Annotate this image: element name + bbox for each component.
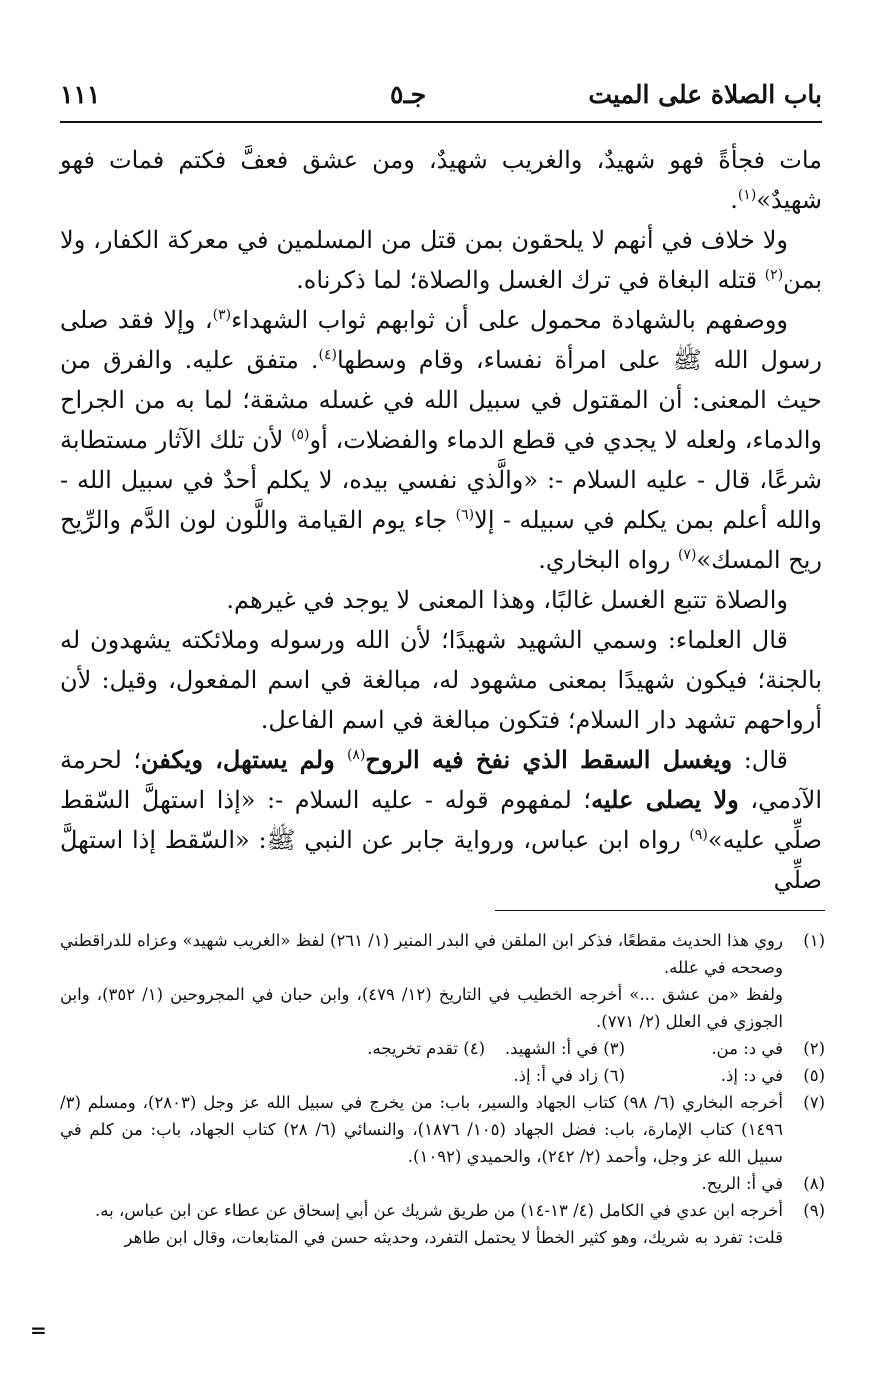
running-header — [60, 76, 822, 116]
matn-text: ولا يصلى عليه — [591, 785, 739, 814]
footnote-ref: (٣) — [212, 307, 232, 323]
footnote-row: (٢) في د: من. (٣) في أ: الشهيد. (٤) تقدم تخريجه. — [367, 1039, 825, 1058]
continuation-mark: = — [30, 1318, 47, 1342]
footnote-ref: (٧) — [677, 547, 697, 563]
footnote-ref: (٤) — [318, 347, 337, 363]
footnote: (٧) أخرجه البخاري (٦/ ٩٨) كتاب الجهاد والسير، باب: من يخرج في سبيل الله عز وجل (٢٨٠٣)، ومسلم (٣/ ١٤٩٦) كتاب الإمارة، باب: فضل الجهاد (١٠٥/ ١٨٧٦)، والنسائي (٦/ ٢٨) كتاب الجهاد، باب: من كلم في سبيل الله عز وجل، وأحمد (٢/ ٢٤٢)، والحميدي (١٠٩٢). — [60, 1093, 825, 1166]
footnote: (٩) أخرجه ابن عدي في الكامل (٤/ ١٣-١٤) من طريق شريك عن أبي إسحاق عن عطاء عن ابن عباس، به. — [95, 1201, 825, 1220]
footnote: (٨) في أ: الريح. — [701, 1174, 825, 1193]
footnotes — [60, 927, 825, 1251]
main-text — [60, 140, 822, 900]
footnote-ref: (٢) — [764, 267, 784, 283]
paragraph: قال: ويغسل السقط الذي نفخ فيه الروح$^{(٨)}$ ولم يستهل، ويكفن؛ لحرمة الآدمي، ولا يصلى عليه؛ لمفهوم قوله - عليه السلام -: «إذا استهلَّ السّقط صلِّي عليه»$^{(٩)}$ رواه ابن عباس، ورواية جابر عن النبي ﷺ: «السّقط إذا استهلَّ صلِّي — [60, 745, 823, 894]
footnote-ref: (٦) — [455, 507, 475, 523]
footnote-divider — [495, 910, 825, 911]
footnote-continuation: قلت: تفرد به شريك، وهو كثير الخطأ لا يحتمل التفرد، وحديثه حسن في المتابعات، وقال ابن طاهر — [124, 1228, 783, 1247]
footnote-ref: (١) — [737, 187, 757, 203]
footnote-ref: (٩) — [689, 827, 708, 843]
page-number: ١١١ — [60, 80, 101, 109]
footnote-ref: (٥) — [291, 427, 310, 443]
paragraph: والصلاة تتبع الغسل غالبًا، وهذا المعنى لا يوجد في غيرهم. — [226, 586, 788, 614]
footnote: (١) روي هذا الحديث مقطعًا، فذكر ابن الملقن في البدر المنير (١/ ٢٦١) لفظ «الغريب شهيد» وعزاه للدراقطني وصححه في علله. — [60, 931, 825, 977]
paragraph: قال العلماء: وسمي الشهيد شهيدًا؛ لأن الله ورسوله وملائكته يشهدون له بالجنة؛ فيكون شهيدًا بمعنى مشهود له، مبالغة في اسم المفعول، وقيل: لأن أرواحهم تشهد دار السلام؛ فتكون مبالغة في اسم الفاعل. — [60, 626, 822, 734]
footnote-continuation: ولفظ «من عشق ...» أخرجه الخطيب في التاريخ (١٢/ ٤٧٩)، وابن حبان في المجروحين (١/ ٣٥٢)، وابن الجوزي في العلل (٢/ ٧٧١). — [60, 985, 784, 1031]
matn-text: ويغسل السقط الذي نفخ فيه الروح — [365, 745, 733, 774]
paragraph: ولا خلاف في أنهم لا يلحقون بمن قتل من المسلمين في معركة الكفار، ولا بمن$^{(٢)}$ قتله البغاة في ترك الغسل والصلاة؛ لما ذكرناه. — [60, 226, 822, 294]
footnote-ref: (٨) — [346, 747, 366, 763]
paragraph: مات فجأةً فهو شهيدٌ، والغريب شهيدٌ، ومن عشق فعفَّ فكتم فمات فهو شهيدٌ»$^{(١)}$. — [60, 146, 822, 214]
footnote-row: (٥) في د: إذ. (٦) زاد في أ: إذ. — [513, 1066, 825, 1085]
volume-label: جـ٥ — [390, 80, 427, 109]
paragraph: ووصفهم بالشهادة محمول على أن ثوابهم ثواب الشهداء$^{(٣)}$، وإلا فقد صلى رسول الله ﷺ على امرأة نفساء، وقام وسطها$^{(٤)}$. متفق عليه. والفرق من حيث المعنى: أن المقتول في سبيل الله في غسله مشقة؛ لما به من الجراح والدماء، ولعله لا يجدي في قطع الدماء والفضلات، أو$^{(٥)}$ لأن تلك الآثار مستطابة شرعًا، قال - عليه السلام -: «والَّذي نفسي بيده، لا يكلم أحدٌ في سبيل الله - والله أعلم بمن يكلم في سبيله - إلا$^{(٦)}$ جاء يوم القيامة واللَّون لون الدَّم والرِّيح ريح المسك»$^{(٧)}$ رواه البخاري. — [60, 306, 823, 574]
header-divider — [60, 121, 822, 123]
matn-text: ولم يستهل، ويكفن — [140, 745, 347, 774]
chapter-title: باب الصلاة على الميت — [588, 80, 822, 109]
